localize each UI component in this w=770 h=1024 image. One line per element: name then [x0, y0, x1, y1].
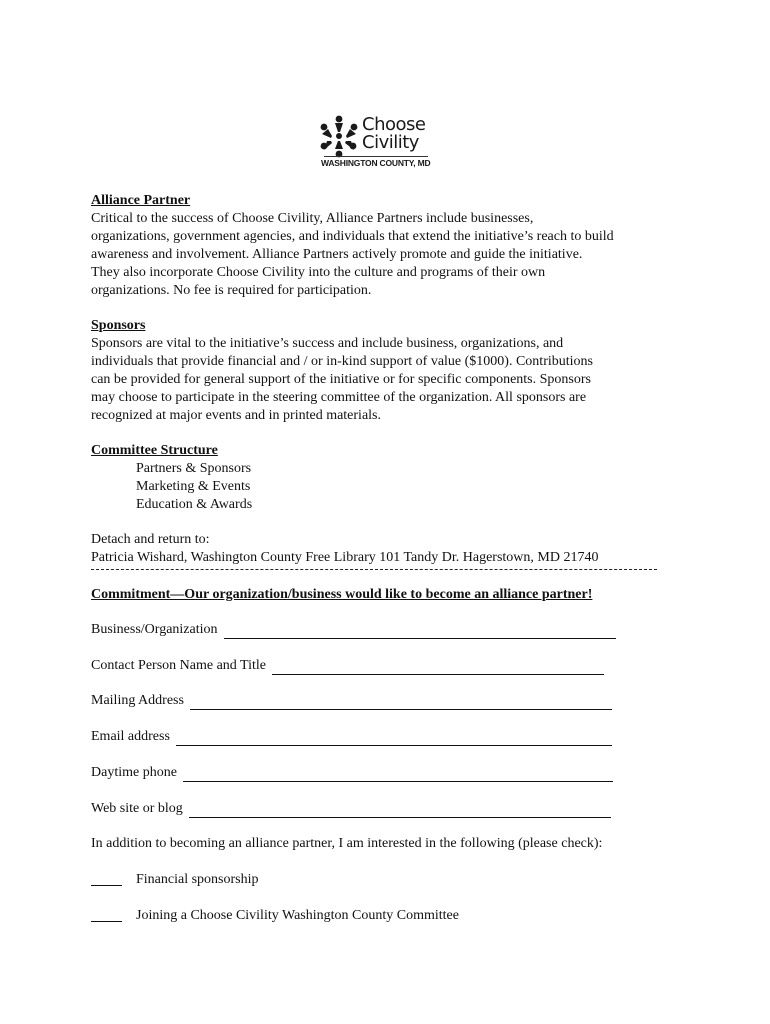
- website-blog-field[interactable]: [91, 800, 611, 818]
- daytime-phone-blank[interactable]: [183, 767, 613, 782]
- interest-prompt: In addition to becoming an alliance partner, I am interested in the following (please check):: [91, 836, 603, 851]
- sponsors-paragraph-line: Sponsors are vital to the initiative’s success and include business, organizations, and: [91, 336, 564, 351]
- mailing-address-blank[interactable]: [190, 695, 612, 710]
- alliance-partner-heading: Alliance Partner: [91, 193, 191, 208]
- logo-civility-text: Civility: [362, 132, 419, 153]
- check-blank[interactable]: [91, 907, 122, 922]
- option-label: Joining a Choose Civility Washington County Committee: [136, 908, 459, 923]
- commitment-heading: Commitment—Our organization/business would like to become an alliance partner!: [91, 587, 593, 602]
- alliance-paragraph-line: organizations, government agencies, and individuals that extend the initiative’s reach to build: [91, 229, 614, 244]
- sponsors-paragraph-line: individuals that provide financial and / or in-kind support of value ($1000). Contributions: [91, 354, 593, 369]
- website-blog-blank[interactable]: [189, 803, 611, 818]
- sponsors-paragraph-line: can be provided for general support of the initiative or for specific components. Sponsors: [91, 372, 591, 387]
- sponsors-heading: Sponsors: [91, 318, 146, 333]
- logo-county-text: WASHINGTON COUNTY, MD: [321, 158, 431, 168]
- tear-off-dashed-line: [91, 569, 657, 570]
- people-circle-logo-icon: [316, 114, 362, 158]
- business-organization-field[interactable]: [91, 621, 616, 639]
- logo-divider: [324, 156, 428, 157]
- sponsors-paragraph-line: recognized at major events and in printed materials.: [91, 408, 382, 423]
- field-label: Contact Person Name and Title: [91, 658, 266, 673]
- mailing-address-field[interactable]: [91, 692, 612, 710]
- alliance-paragraph-line: Critical to the success of Choose Civility, Alliance Partners include businesses,: [91, 211, 534, 226]
- contact-person-field[interactable]: [91, 657, 604, 675]
- committee-item: Partners & Sponsors: [136, 461, 252, 476]
- detach-instruction: Detach and return to:: [91, 532, 210, 547]
- alliance-paragraph-line: They also incorporate Choose Civility into the culture and programs of their own: [91, 265, 546, 280]
- field-label: Email address: [91, 729, 170, 744]
- committee-item: Education & Awards: [136, 497, 253, 512]
- email-address-blank[interactable]: [176, 731, 612, 746]
- email-address-field[interactable]: [91, 728, 612, 746]
- sponsors-paragraph-line: may choose to participate in the steering committee of the organization. All sponsors are: [91, 390, 587, 405]
- field-label: Business/Organization: [91, 622, 218, 637]
- alliance-paragraph-line: organizations. No fee is required for participation.: [91, 283, 372, 298]
- return-address: Patricia Wishard, Washington County Free Library 101 Tandy Dr. Hagerstown, MD 21740: [91, 550, 599, 565]
- field-label: Web site or blog: [91, 801, 183, 816]
- logo-choose-text: Choose: [362, 114, 426, 135]
- field-label: Mailing Address: [91, 693, 184, 708]
- daytime-phone-field[interactable]: [91, 764, 613, 782]
- check-blank[interactable]: [91, 871, 122, 886]
- choose-civility-logo: [312, 100, 450, 190]
- committee-item: Marketing & Events: [136, 479, 251, 494]
- business-organization-blank[interactable]: [224, 624, 616, 639]
- field-label: Daytime phone: [91, 765, 177, 780]
- alliance-paragraph-line: awareness and involvement. Alliance Partners actively promote and guide the initiative.: [91, 247, 583, 262]
- contact-person-blank[interactable]: [272, 660, 604, 675]
- option-label: Financial sponsorship: [136, 872, 259, 887]
- committee-structure-heading: Committee Structure: [91, 443, 218, 458]
